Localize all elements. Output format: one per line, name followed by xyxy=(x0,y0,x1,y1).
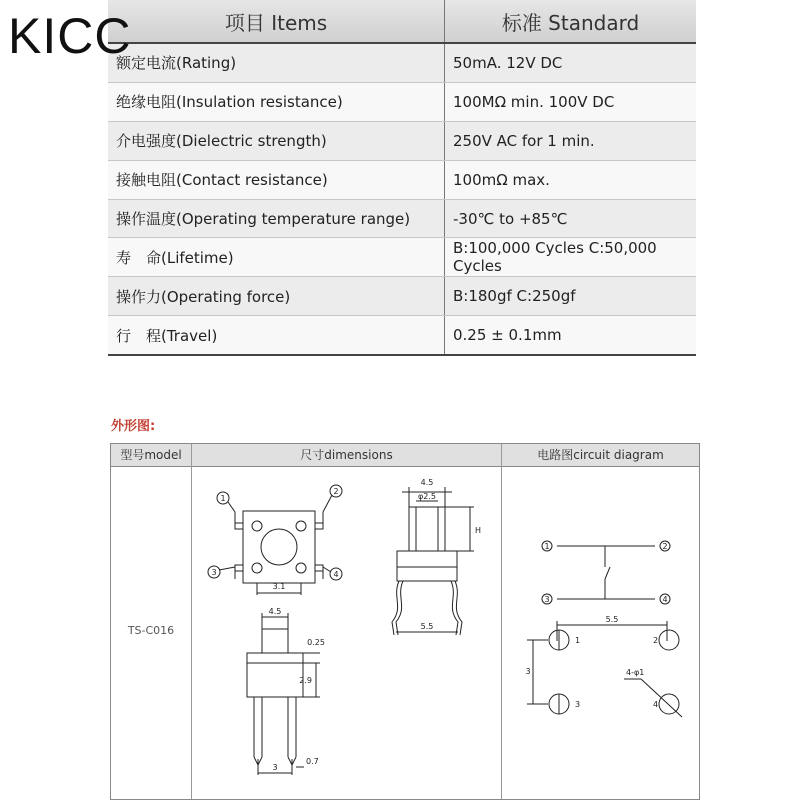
dim-label: 0.25 xyxy=(307,638,325,647)
table-row xyxy=(108,121,696,160)
dim-label: 4.5 xyxy=(420,478,434,487)
pin-label: 2 xyxy=(653,636,659,645)
dim-label: 5.5 xyxy=(605,615,619,624)
pin-label: 1 xyxy=(220,494,226,503)
table-row xyxy=(108,43,696,82)
dim-label: 5.5 xyxy=(420,622,434,631)
header-standard: 标准 Standard xyxy=(445,0,697,43)
dim-label: 4-φ1 xyxy=(626,668,645,677)
table-row xyxy=(108,238,696,277)
spec-value: -30℃ to +85℃ xyxy=(445,199,697,238)
model-name: TS-C016 xyxy=(127,624,175,637)
spec-item: 寿 命(Lifetime) xyxy=(108,238,445,277)
spec-item: 行 程(Travel) xyxy=(108,316,445,355)
spec-value: 100MΩ min. 100V DC xyxy=(445,82,697,121)
spec-value: 250V AC for 1 min. xyxy=(445,121,697,160)
table-row xyxy=(108,199,696,238)
pin-label: 3 xyxy=(211,568,217,577)
spec-value: 50mA. 12V DC xyxy=(445,43,697,82)
pin-label: 4 xyxy=(662,595,668,604)
table-row xyxy=(108,82,696,121)
pin-label: 4 xyxy=(653,700,659,709)
dim-label: φ2.5 xyxy=(418,492,436,501)
spec-value: 100mΩ max. xyxy=(445,160,697,199)
dim-label: H xyxy=(474,526,482,535)
dimension-drawing xyxy=(192,467,501,799)
side-view xyxy=(392,487,474,635)
dim-label: 3.1 xyxy=(272,582,286,591)
spec-item: 额定电流(Rating) xyxy=(108,43,445,82)
dimension-table xyxy=(110,443,700,800)
circuit-drawing xyxy=(502,467,699,799)
spec-item: 介电强度(Dielectric strength) xyxy=(108,121,445,160)
pin-label: 1 xyxy=(575,636,581,645)
spec-header-row xyxy=(108,0,696,43)
spec-table xyxy=(108,0,696,356)
spec-item: 接触电阻(Contact resistance) xyxy=(108,160,445,199)
pin-label: 4 xyxy=(333,570,339,579)
table-row xyxy=(108,160,696,199)
table-row xyxy=(108,316,696,355)
dim-label: 4.5 xyxy=(268,607,282,616)
spec-value: B:180gf C:250gf xyxy=(445,277,697,316)
dim-label: 3 xyxy=(525,667,531,676)
dim-label: 2.9 xyxy=(299,676,312,685)
spec-item: 操作温度(Operating temperature range) xyxy=(108,199,445,238)
pin-label: 3 xyxy=(544,595,550,604)
pin-label: 3 xyxy=(575,700,581,709)
spec-value: 0.25 ± 0.1mm xyxy=(445,316,697,355)
header-items: 项目 Items xyxy=(108,0,445,43)
col-circuit-header: 电路图circuit diagram xyxy=(502,444,699,467)
table-row xyxy=(108,277,696,316)
pin-label: 2 xyxy=(333,487,339,496)
top-view xyxy=(208,485,342,595)
spec-item: 操作力(Operating force) xyxy=(108,277,445,316)
dim-label: 0.7 xyxy=(306,757,319,766)
col-dimensions-header: 尺寸dimensions xyxy=(192,444,501,467)
spec-value: B:100,000 Cycles C:50,000 Cycles xyxy=(445,238,697,277)
col-model-header: 型号model xyxy=(111,444,191,467)
pin-label: 2 xyxy=(662,542,668,551)
dim-label: 3 xyxy=(272,763,278,772)
outline-title: 外形图: xyxy=(111,419,156,434)
logo-watermark: KICC xyxy=(8,8,132,64)
spec-item: 绝缘电阻(Insulation resistance) xyxy=(108,82,445,121)
pin-label: 1 xyxy=(544,542,550,551)
